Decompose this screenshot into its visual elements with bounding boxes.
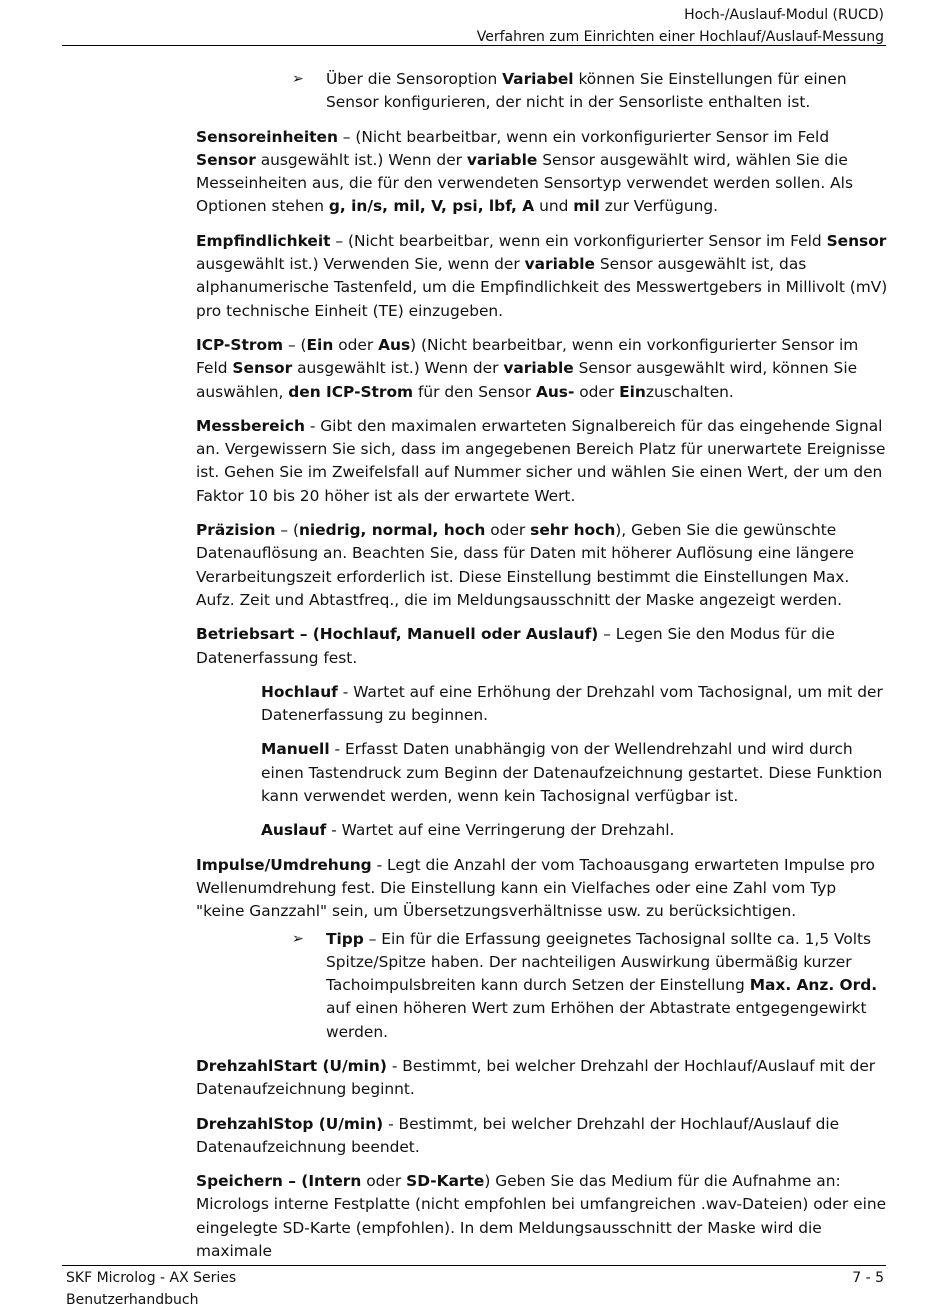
header-section-title: Verfahren zum Einrichten einer Hochlauf/Auslauf-Messung (476, 29, 884, 45)
bullet-tipp: ➢ Tipp – Ein für die Erfassung geeignetes Tachosignal sollte ca. 1,5 Volts Spitze/Spitze haben. Der nachteiligen Auswirkung übermäßig kurzer Tachoimpulsbreiten kann durch Setzen der Einstellung Max. Anz. Ord. auf einen höheren Wert zum Erhöhen der Abtastrate entgegengewirkt werden. (292, 929, 878, 1041)
paragraph-manuell: Manuell - Erfasst Daten unabhängig von der Wellendrehzahl und wird durch einen Tastendruck zum Beginn der Datenaufzeichnung gestartet. Diese Funktion kann verwendet werden, wenn kein Tachosignal verfügbar ist. (261, 740, 883, 806)
document-body (196, 68, 888, 1274)
paragraph-drehzahlstart: DrehzahlStart (U/min) - Bestimmt, bei welcher Drehzahl der Hochlauf/Auslauf mit der Datenaufzeichnung beginnt. (196, 1056, 876, 1099)
term-drehzahlstart: DrehzahlStart (U/min) (196, 1056, 387, 1075)
term-praezision: Präzision (196, 521, 276, 540)
paragraph-speichern: Speichern – (Intern oder SD-Karte) Geben Sie das Medium für die Aufnahme an: Micrologs interne Festplatte (nicht empfohlen bei umfangreichen .wav-Dateien) oder eine eingelegte SD-Karte (empfohlen). In dem Meldungsausschnitt der Maske wird die maximale (196, 1172, 887, 1261)
term-icp-strom: ICP-Strom (196, 335, 284, 354)
term-auslauf: Auslauf (261, 821, 327, 840)
paragraph-hochlauf: Hochlauf - Wartet auf eine Erhöhung der Drehzahl vom Tachosignal, um mit der Datenerfassung zu beginnen. (261, 682, 883, 725)
term-tipp: Tipp (326, 929, 364, 948)
page-header (477, 4, 884, 48)
header-module-title: Hoch-/Auslauf-Modul (RUCD) (684, 7, 884, 23)
term-sensoreinheiten: Sensoreinheiten (196, 127, 338, 146)
term-manuell: Manuell (261, 740, 330, 759)
page-number: 7 - 5 (852, 1270, 884, 1286)
bullet-variabel: ➢ Über die Sensoroption Variabel können Sie Einstellungen für einen Sensor konfigurieren, der nicht in der Sensorliste enthalten ist. (292, 70, 847, 112)
paragraph-betriebsart: Betriebsart – (Hochlauf, Manuell oder Auslauf) – Legen Sie den Modus für die Datenerfassung fest. (196, 625, 835, 667)
term-betriebsart: Betriebsart – (Hochlauf, Manuell oder Auslauf) (196, 625, 599, 644)
paragraph-empfindlichkeit: Empfindlichkeit – (Nicht bearbeitbar, wenn ein vorkonfigurierter Sensor im Feld Sensor ausgewählt ist.) Verwenden Sie, wenn der variable Sensor ausgewählt ist, das alphanumerische Tastenfeld, um die Empfindlichkeit des Messwertgebers in Millivolt (mV) pro technische Einheit (TE) einzugeben. (196, 231, 888, 320)
term-hochlauf: Hochlauf (261, 682, 338, 701)
paragraph-impulse: Impulse/Umdrehung - Legt die Anzahl der vom Tachoausgang erwarteten Impulse pro Wellenumdrehung fest. Die Einstellung kann ein Vielfaches oder eine Zahl vom Typ "keine Ganzzahl" sein, um Übersetzungsverhältnisse usw. zu berücksichtigen. (196, 855, 875, 921)
page-footer (66, 1267, 236, 1311)
term-impulse: Impulse/Umdrehung (196, 855, 372, 874)
paragraph-icp-strom: ICP-Strom – (Ein oder Aus) (Nicht bearbeitbar, wenn ein vorkonfigurierter Sensor im Feld Sensor ausgewählt ist.) Wenn der variable Sensor ausgewählt wird, können Sie auswählen, den ICP-Strom für den Sensor Aus- oder Einzuschalten. (196, 335, 859, 401)
paragraph-sensoreinheiten: Sensoreinheiten – (Nicht bearbeitbar, wenn ein vorkonfigurierter Sensor im Feld Sensor ausgewählt ist.) Wenn der variable Sensor ausgewählt wird, wählen Sie die Messeinheiten aus, die für den verwendeten Sensortyp verwendet werden sollen. Als Optionen stehen g, in/s, mil, V, psi, lbf, A und mil zur Verfügung. (196, 127, 853, 216)
paragraph-drehzahlstop: DrehzahlStop (U/min) - Bestimmt, bei welcher Drehzahl der Hochlauf/Auslauf die Datenaufzeichnung beendet. (196, 1114, 840, 1156)
term-messbereich: Messbereich (196, 416, 305, 435)
paragraph-praezision: Präzision – (niedrig, normal, hoch oder sehr hoch), Geben Sie die gewünschte Datenauflösung an. Beachten Sie, dass für Daten mit höherer Auflösung eine längere Verarbeitungszeit erforderlich ist. Diese Einstellung bestimmt die Einstellungen Max. Aufz. Zeit und Abtastfreq., die im Meldungsausschnitt der Maske angezeigt werden. (196, 521, 854, 609)
term-speichern: Speichern – ( (196, 1172, 309, 1191)
bullet-arrow-icon: ➢ (292, 930, 304, 947)
footer-divider (62, 1265, 886, 1266)
paragraph-auslauf: Auslauf - Wartet auf eine Verringerung der Drehzahl. (261, 821, 675, 840)
term-empfindlichkeit: Empfindlichkeit (196, 231, 331, 250)
header-divider (62, 45, 886, 46)
bullet-arrow-icon: ➢ (292, 71, 304, 87)
paragraph-messbereich: Messbereich - Gibt den maximalen erwarteten Signalbereich für das eingehende Signal an. Vergewissern Sie sich, dass im angegebenen Bereich Platz für unerwartete Ereignisse ist. Gehen Sie im Zweifelsfall auf Nummer sicher und wählen Sie einen Wert, der um den Faktor 10 bis 20 höher ist als der erwartete Wert. (196, 416, 886, 505)
footer-manual: Benutzerhandbuch (66, 1292, 199, 1308)
term-drehzahlstop: DrehzahlStop (U/min) (196, 1114, 384, 1133)
footer-product: SKF Microlog - AX Series (66, 1270, 237, 1286)
